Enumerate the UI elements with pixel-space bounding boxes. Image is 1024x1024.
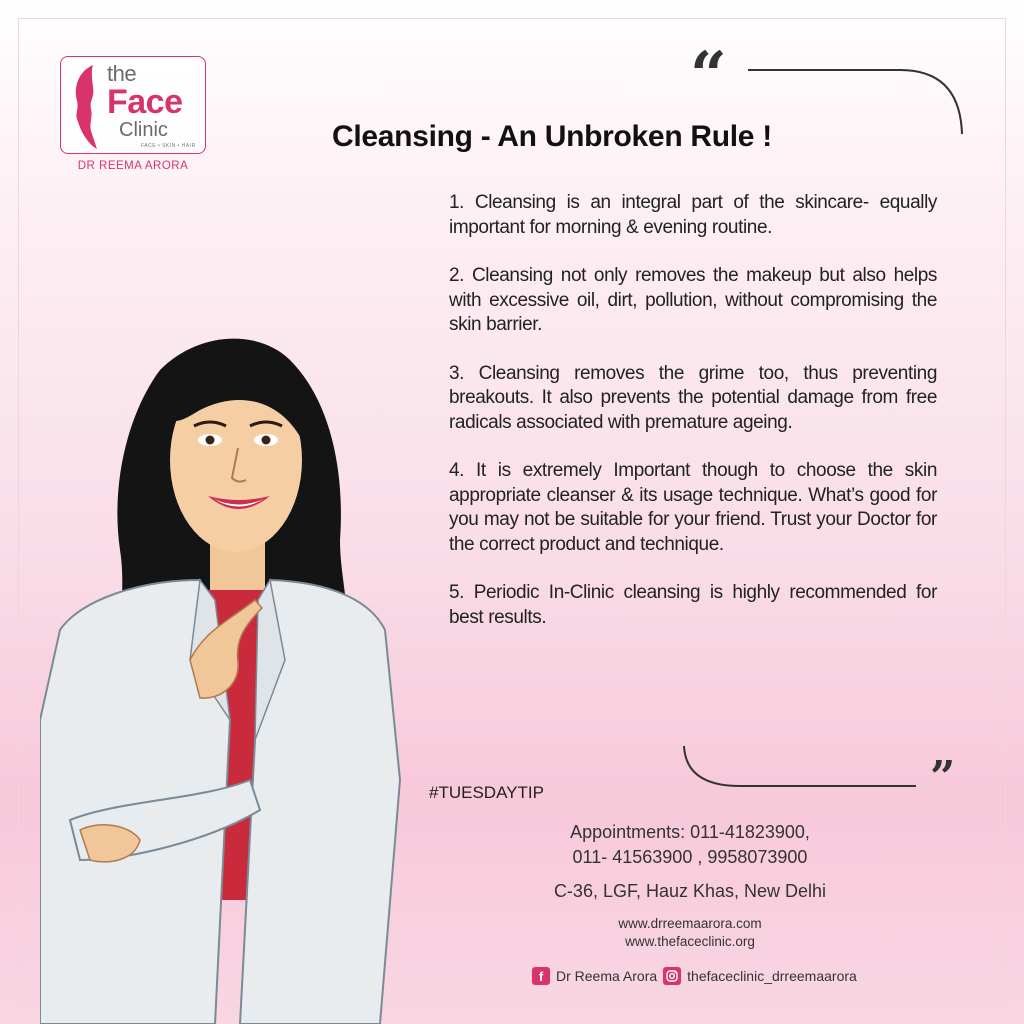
tip-item: 1. Cleansing is an integral part of the skincare- equally important for morning & evening routine. [449,192,937,238]
tip-item: 4. It is extremely Important though to choose the skin appropriate cleanser & its usage technique. What’s good for you may not be suitable for your friend. Trust your Doctor for the correct product and technique. [449,460,937,555]
website-link[interactable]: www.drreemaarora.com [618,916,762,931]
facebook-handle[interactable]: Dr Reema Arora [556,968,658,984]
tip-item: 3. Cleansing removes the grime too, thus preventing breakouts. It also prevents the potential damage from free radicals associated with premature ageing. [449,362,937,433]
logo-tagline: FACE • SKIN • HAIR [141,143,196,149]
logo-the-text: the [107,61,137,86]
facebook-icon[interactable]: f [532,967,550,985]
appointments-line-2: 011- 41563900 , 9958073900 [572,847,808,867]
logo-doctor-name: DR REEMA ARORA [77,160,189,172]
doctor-illustration [40,300,410,1024]
logo-face-text: Face [107,83,183,121]
social-links [532,967,857,985]
appointments-line-1: Appointments: 011-41823900, [570,822,810,842]
face-profile-icon [67,61,107,151]
close-quote-icon: ” [930,752,956,803]
tip-item: 5. Periodic In-Clinic cleansing is highly recommended for best results. [449,582,937,628]
clinic-logo [60,56,206,154]
logo-clinic-text: Clinic [119,119,168,141]
instagram-icon[interactable] [663,967,681,985]
websites [430,915,950,951]
clinic-address: C-36, LGF, Hauz Khas, New Delhi [553,881,827,901]
appointments [430,820,950,870]
page-title: Cleansing - An Unbroken Rule ! [332,120,772,153]
tips-list [449,191,937,654]
hashtag: #TUESDAYTIP [429,783,544,802]
tip-item: 2. Cleansing not only removes the makeup but also helps with excessive oil, dirt, pollution, without compromising the skin barrier. [449,265,937,335]
website-link[interactable]: www.thefaceclinic.org [625,934,755,949]
open-quote-icon: “ [690,38,727,113]
instagram-handle[interactable]: thefaceclinic_drreemaarora [687,968,857,984]
